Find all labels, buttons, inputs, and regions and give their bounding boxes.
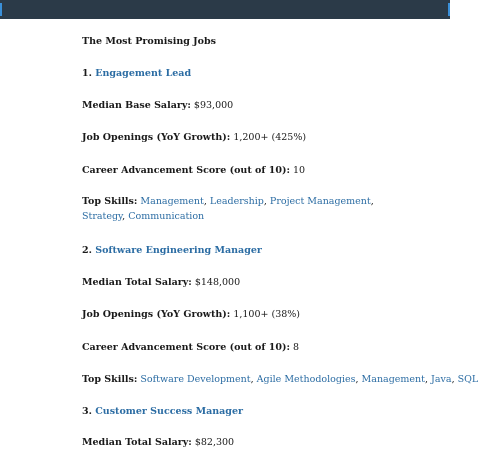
salary-value: $93,000 — [193, 100, 234, 111]
salary-label: Median Base Salary: — [82, 100, 191, 111]
job-3-salary — [82, 435, 234, 450]
job-1-number: 1. — [82, 68, 92, 79]
job-1-openings — [82, 130, 306, 145]
career-value: 8 — [293, 342, 300, 353]
career-value: 10 — [293, 165, 306, 176]
skill-link[interactable]: Management — [140, 196, 204, 207]
job-3-title-link[interactable]: Customer Success Manager — [95, 406, 243, 417]
openings-label: Job Openings (YoY Growth): — [82, 132, 231, 143]
job-2-title-link[interactable]: Software Engineering Manager — [95, 245, 262, 256]
salary-label: Median Total Salary: — [82, 437, 192, 448]
job-1-salary — [82, 98, 233, 113]
skill-link[interactable]: Java — [431, 374, 452, 385]
job-2-salary — [82, 275, 240, 290]
skill-link[interactable]: Software Development — [140, 374, 251, 385]
salary-value: $148,000 — [194, 277, 241, 288]
job-2-openings — [82, 307, 300, 322]
top-bar — [0, 0, 450, 19]
openings-value: 1,100+ (38%) — [233, 309, 301, 320]
skills-label: Top Skills: — [82, 374, 138, 385]
skill-link[interactable]: SQL — [457, 374, 478, 385]
topbar-accent-right — [448, 3, 450, 16]
openings-label: Job Openings (YoY Growth): — [82, 309, 231, 320]
topbar-accent-left — [0, 3, 2, 16]
career-label: Career Advancement Score (out of 10): — [82, 165, 290, 176]
skill-link[interactable]: Leadership — [209, 196, 264, 207]
job-1-title-link[interactable]: Engagement Lead — [95, 68, 192, 79]
job-1-heading — [82, 66, 191, 81]
skill-link[interactable]: Communication — [128, 211, 205, 222]
job-2-heading — [82, 243, 262, 258]
openings-value: 1,200+ (425%) — [233, 132, 307, 143]
career-label: Career Advancement Score (out of 10): — [82, 342, 290, 353]
job-1-skills: Top Skills: Management, Leadership, Project Management, Strategy, Communication — [82, 196, 374, 222]
skill-link[interactable]: Strategy — [82, 211, 123, 222]
page-title: The Most Promising Jobs — [82, 36, 217, 47]
job-2-number: 2. — [82, 245, 92, 256]
skills-label: Top Skills: — [82, 196, 138, 207]
salary-label: Median Total Salary: — [82, 277, 192, 288]
job-2-skills: Top Skills: Software Development, Agile Methodologies, Management, Java, SQL — [82, 374, 478, 385]
job-3-heading — [82, 404, 243, 419]
skill-link[interactable]: Agile Methodologies — [256, 374, 356, 385]
skill-link[interactable]: Management — [361, 374, 425, 385]
job-2-career — [82, 340, 299, 355]
job-1-career — [82, 163, 305, 178]
skill-link[interactable]: Project Management — [269, 196, 371, 207]
salary-value: $82,300 — [194, 437, 235, 448]
job-3-number: 3. — [82, 406, 92, 417]
